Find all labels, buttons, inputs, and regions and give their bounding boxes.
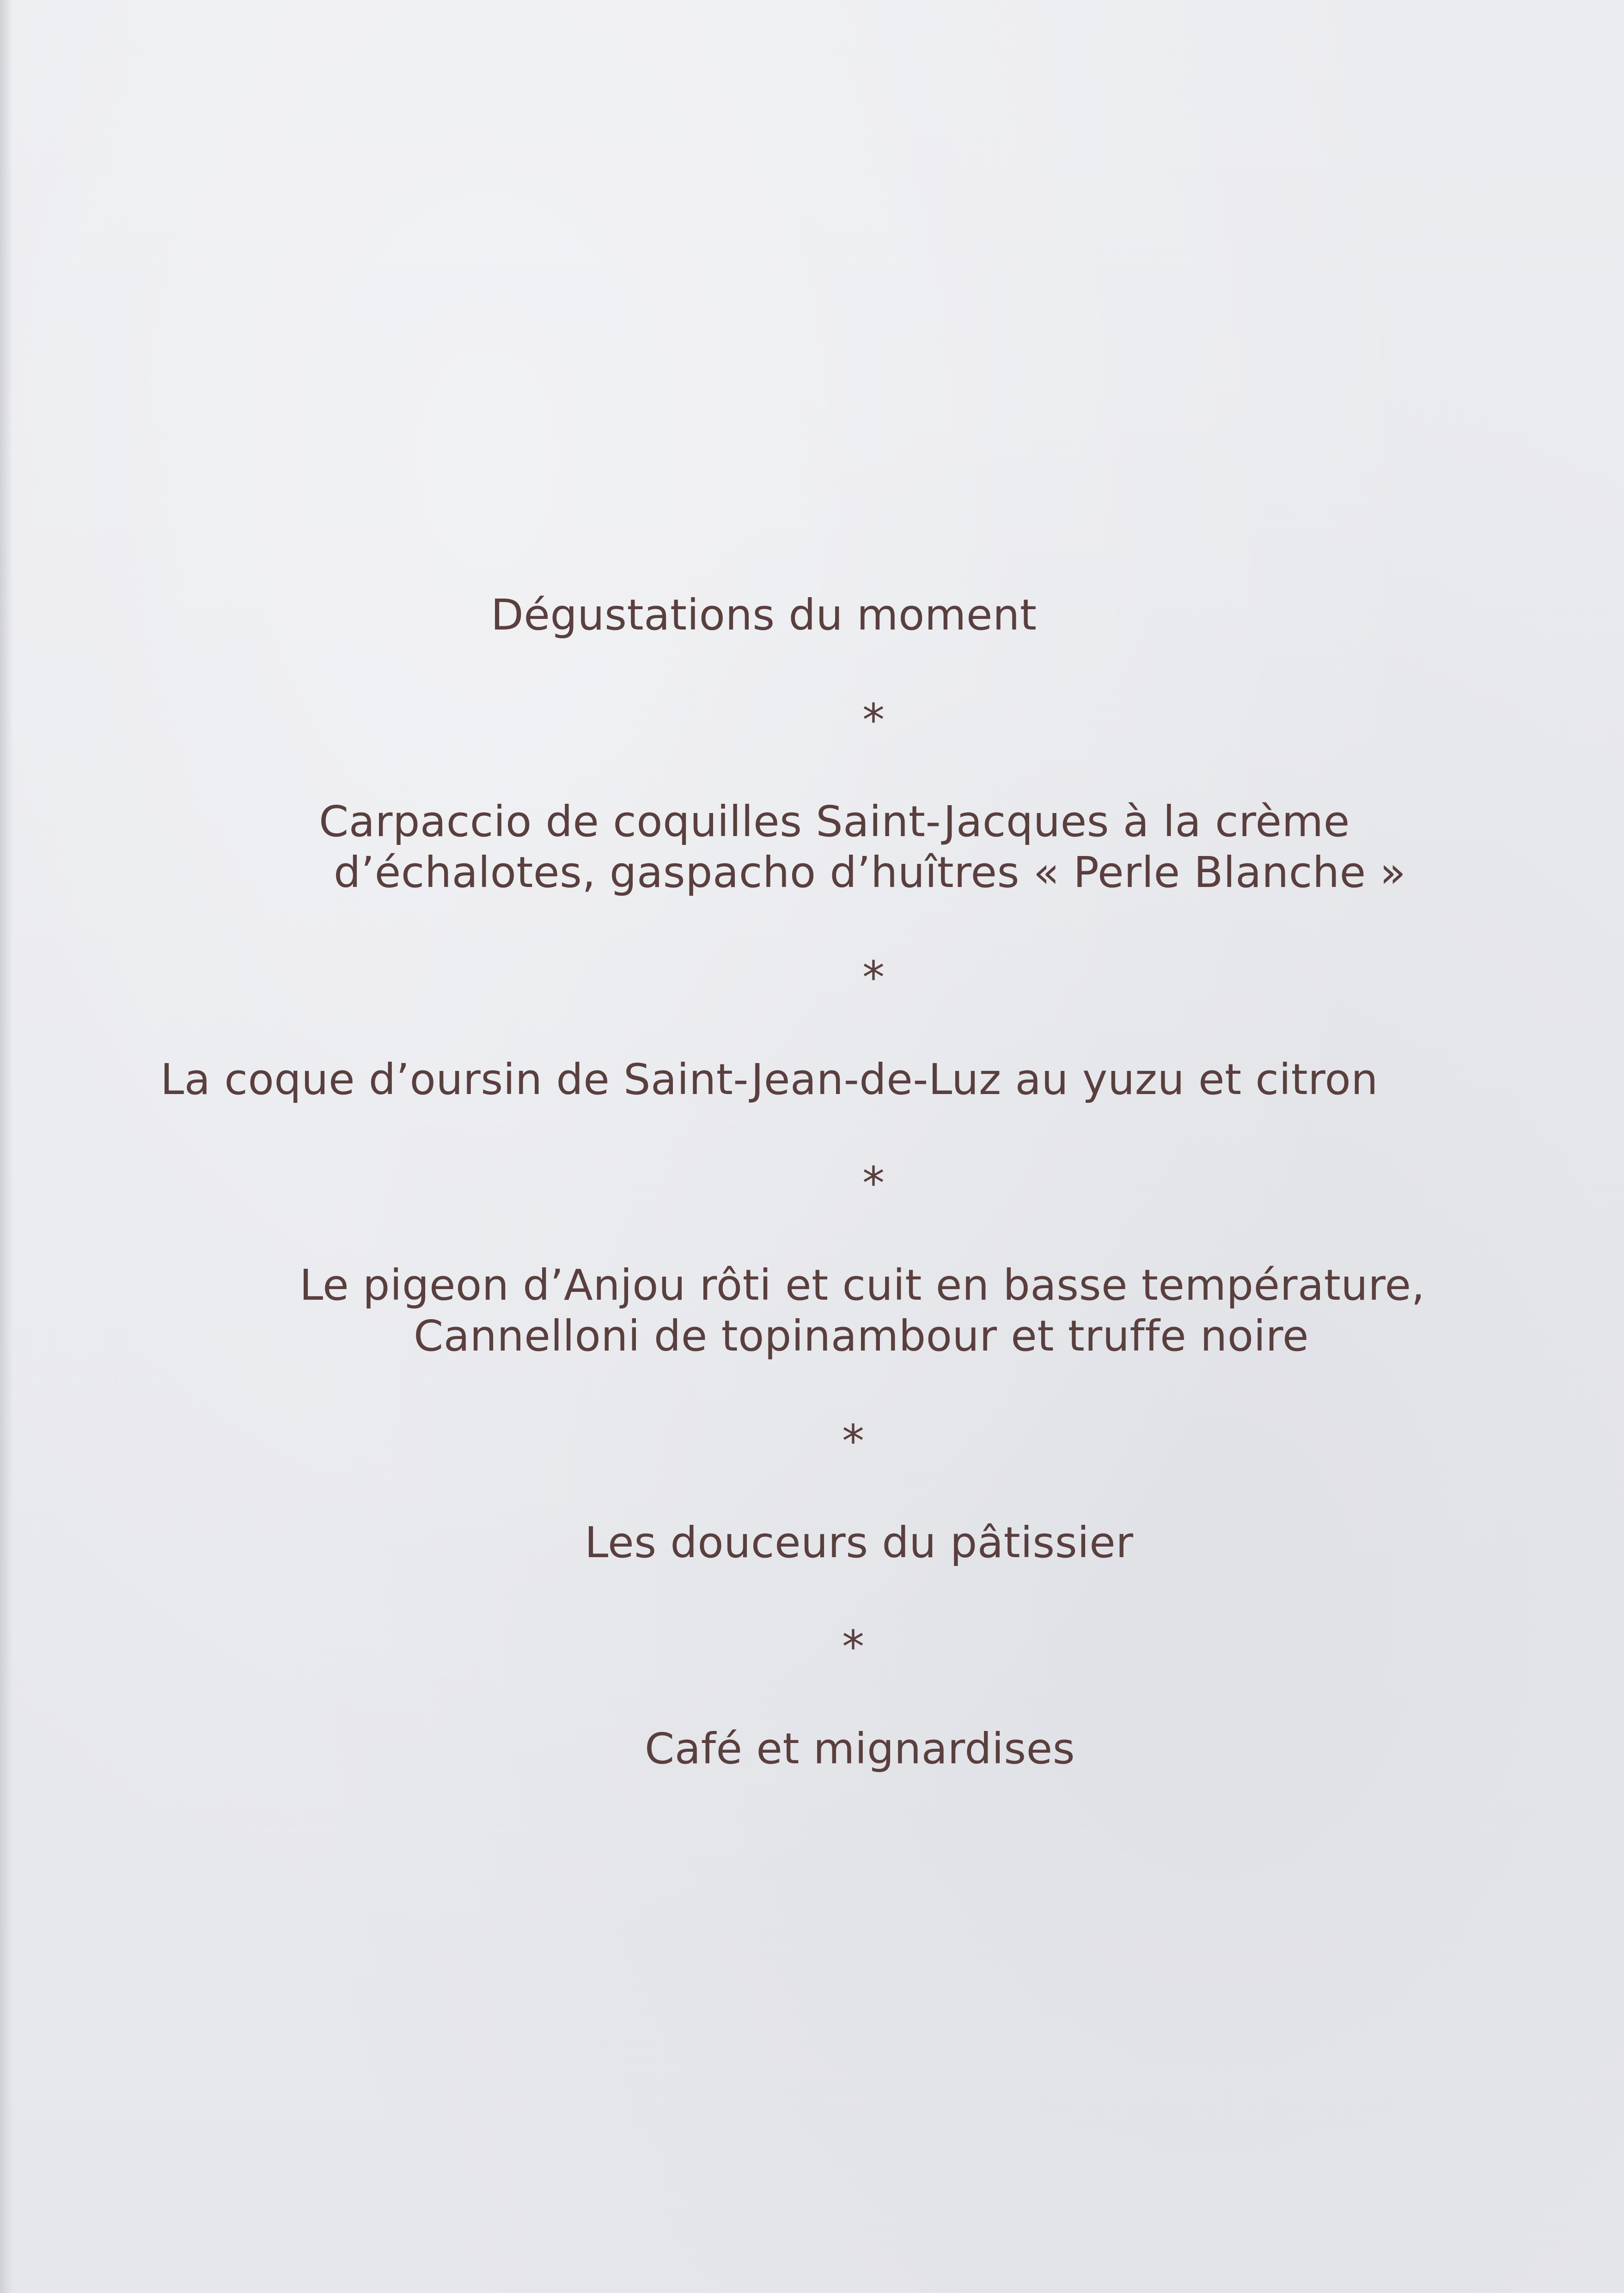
- course-degustations: Dégustations du moment: [491, 590, 1037, 640]
- separator-5: *: [842, 1621, 864, 1673]
- course-pigeon-line-2: Cannelloni de topinambour et truffe noire: [414, 1311, 1309, 1361]
- course-cafe: Café et mignardises: [645, 1724, 1075, 1773]
- separator-3: *: [862, 1157, 885, 1209]
- course-pigeon-line-1: Le pigeon d’Anjou rôti et cuit en basse température,: [299, 1260, 1425, 1310]
- separator-4: *: [842, 1415, 864, 1467]
- course-carpaccio-line-2: d’échalotes, gaspacho d’huîtres « Perle Blanche »: [334, 848, 1406, 897]
- course-oursin: La coque d’oursin de Saint-Jean-de-Luz au yuzu et citron: [160, 1055, 1379, 1104]
- separator-2: *: [862, 952, 885, 1003]
- paper-edge-shadow: [0, 0, 13, 2293]
- course-douceurs: Les douceurs du pâtissier: [585, 1518, 1134, 1567]
- course-carpaccio-line-1: Carpaccio de coquilles Saint-Jacques à la crème: [319, 797, 1350, 846]
- show-through-line-1: [360, 1890, 371, 1928]
- separator-1: *: [862, 694, 885, 746]
